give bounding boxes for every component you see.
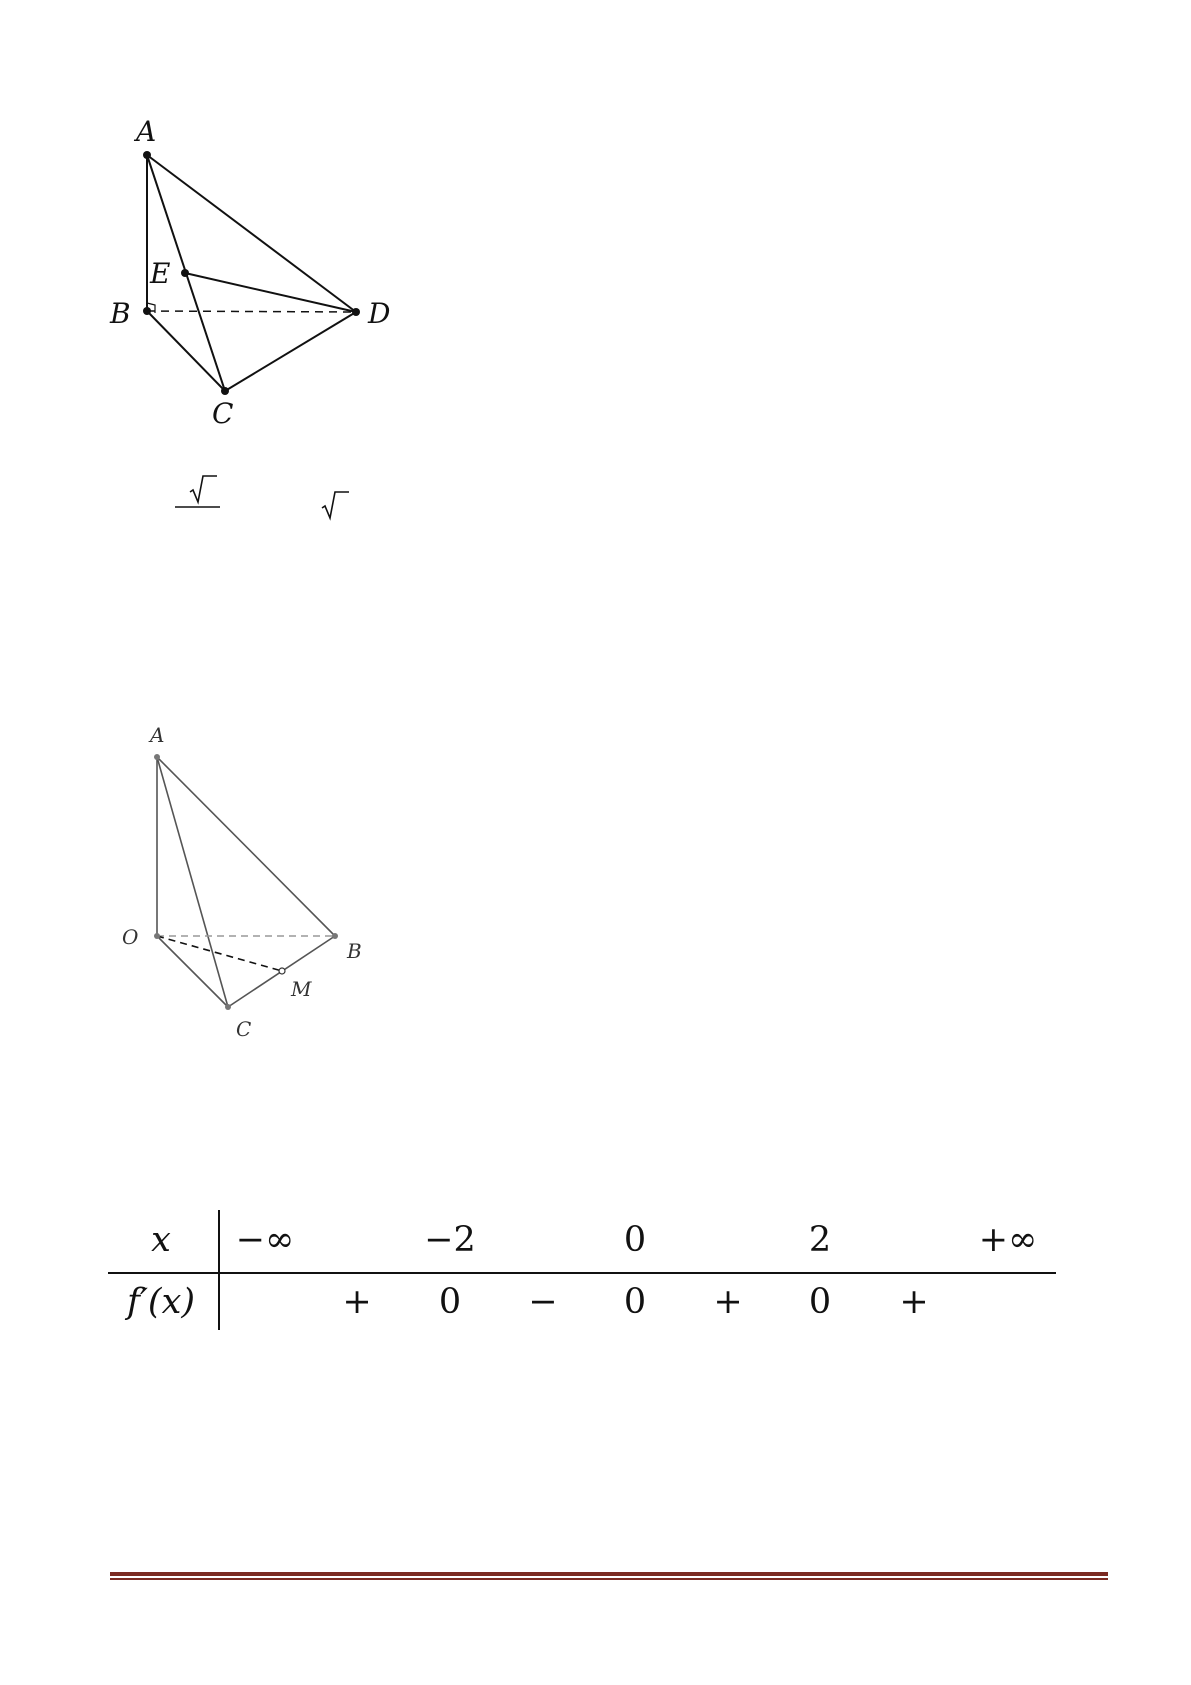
x-value: +∞ [978,1220,1038,1260]
point-e [181,269,189,277]
label-d: D [368,297,391,330]
edge-ab [157,757,335,936]
label-b: B [110,297,131,330]
segment-om-hidden [157,936,282,971]
label-c: C [236,1017,252,1040]
fprime-sign: + [342,1282,372,1322]
sqrt-fragments [165,472,365,522]
derivative-sign-table [108,1210,1058,1335]
footer-rule-thin [110,1578,1108,1580]
edge-bc [147,311,225,391]
label-a: A [136,115,157,148]
row-label-fprime: f′(x) [127,1282,195,1322]
fprime-sign: + [899,1282,929,1322]
x-value: −2 [424,1220,476,1260]
table-vertical-divider [218,1210,220,1330]
sqrt-symbol-2 [322,492,349,518]
point-a [143,151,151,159]
tetrahedron-oabc-figure [115,720,385,1040]
point-b [143,307,151,315]
point-m [279,968,285,974]
fprime-zero: 0 [808,1282,832,1322]
tetrahedron-abcd-svg [100,105,420,435]
tetrahedron-oabc-svg [115,720,385,1040]
sqrt-symbol-1 [190,476,217,502]
label-a: A [150,723,165,747]
fprime-zero: 0 [438,1282,462,1322]
x-value: 2 [808,1220,832,1260]
point-b [332,933,338,939]
point-a [154,754,160,760]
edge-ac [157,757,228,1007]
point-c [225,1004,231,1010]
label-b: B [347,939,362,963]
label-o: O [122,925,139,949]
footer-rule [110,1572,1108,1580]
sqrt-fragments-svg [165,472,365,522]
point-c [221,387,229,395]
tetrahedron-abcd-figure [100,105,420,435]
fprime-zero: 0 [623,1282,647,1322]
x-value: −∞ [235,1220,295,1260]
point-d [352,308,360,316]
label-c: C [212,397,234,430]
fprime-sign: − [528,1282,558,1322]
edge-cd [225,312,356,391]
fprime-sign: + [713,1282,743,1322]
table-horizontal-divider [108,1272,1056,1274]
x-value: 0 [623,1220,647,1260]
point-o [154,933,160,939]
edge-bd-hidden [147,311,356,312]
label-e: E [150,257,171,290]
row-label-x: x [151,1220,171,1260]
label-m: M [291,977,312,1001]
